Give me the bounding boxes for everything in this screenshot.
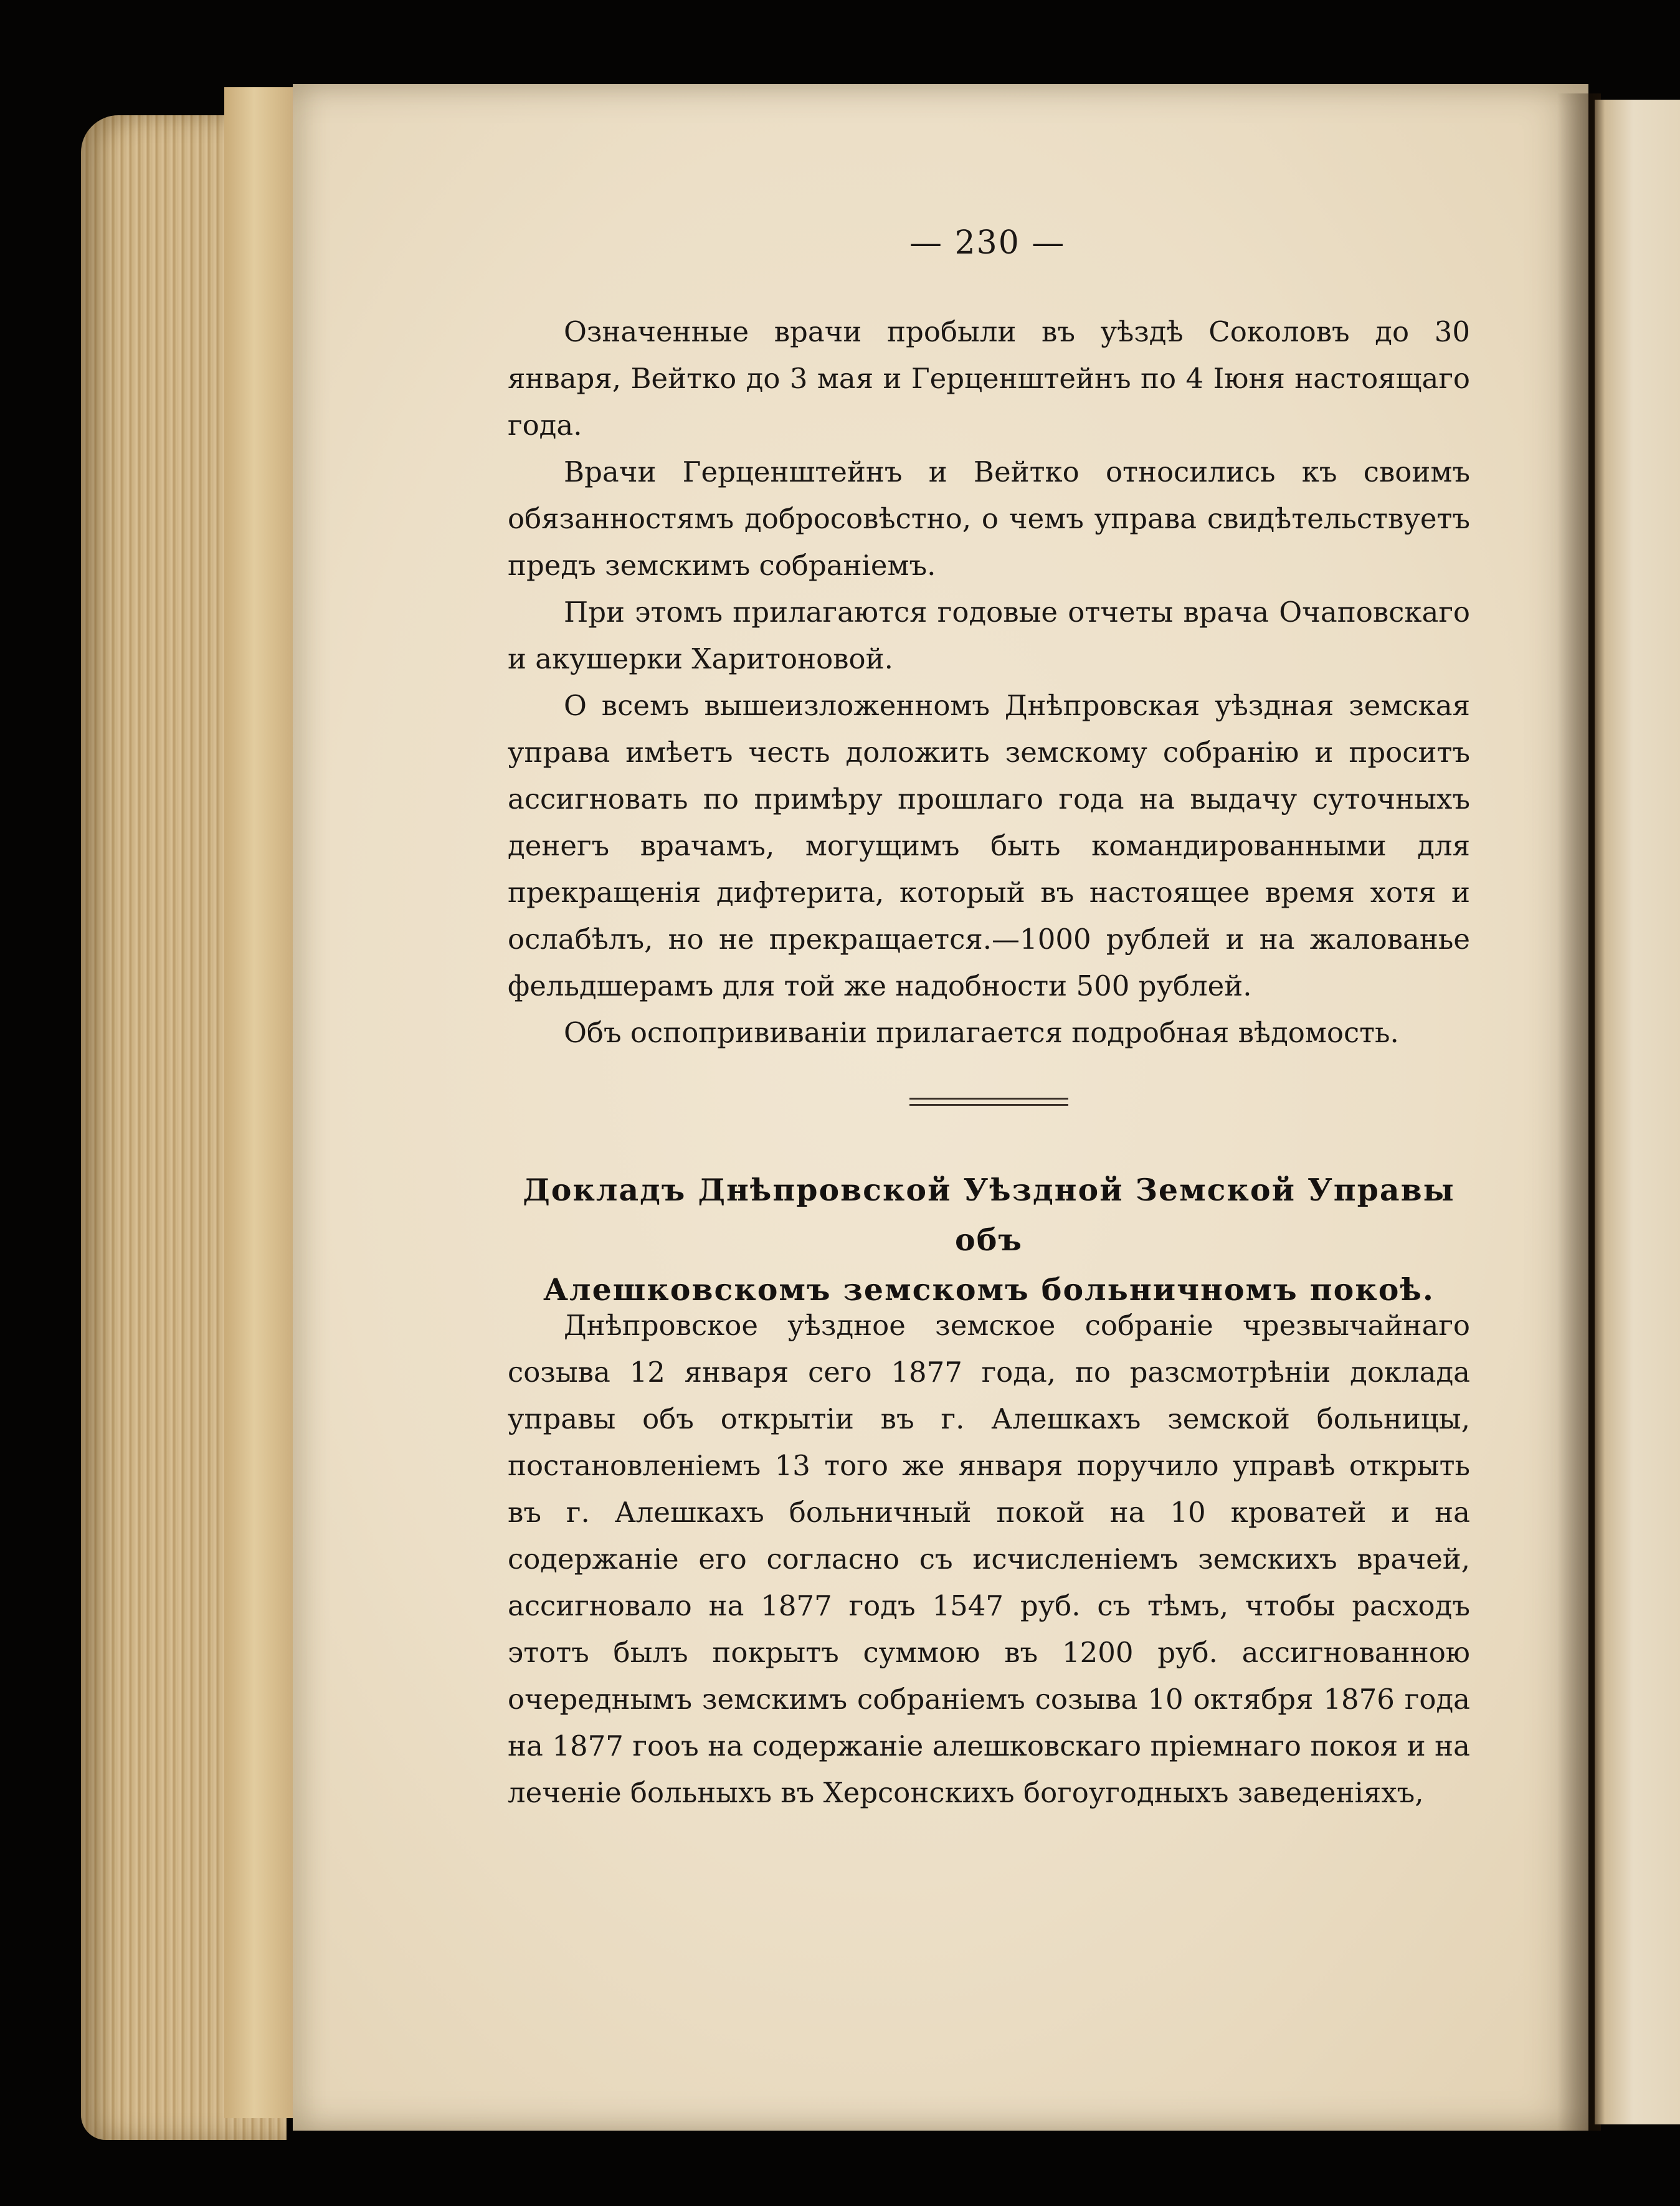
paragraph-text: О всемъ вышеизложенномъ Днѣпровская уѣздная земская управа имѣетъ честь доложить земскому собранію и проситъ ассигновать по примѣру прошлаго года на выдачу суточныхъ денегъ врачамъ, могущимъ быть командированными для прекращенія дифтерита, который въ настоящее время хотя и ослабѣлъ, но не прекращается.—1000 рублей и на жалованье фельдшерамъ для той же надобности 500 рублей. xyxy=(508,689,1470,1002)
section-divider-bottom xyxy=(909,1104,1068,1106)
page-edges-inner xyxy=(224,87,299,2118)
paragraph-text: Объ оспопрививаніи прилагается подробная вѣдомость. xyxy=(564,1016,1399,1049)
facing-page-edge xyxy=(1595,100,1680,2124)
paragraph-text: Врачи Герценштейнъ и Вейтко относились къ своимъ обязанностямъ добросовѣстно, о чемъ управа свидѣтельствуетъ предъ земскимъ собраніемъ. xyxy=(508,455,1470,582)
paragraph-text: Днѣпровское уѣздное земское собраніе чрезвычайнаго созыва 12 января сего 1877 года, по разсмотрѣніи доклада управы объ открытіи въ г. Алешкахъ земской больницы, постановленіемъ 13 того же января поручило управѣ открыть въ г. Алешкахъ больничный покой на 10 кроватей и на содержаніе его согласно съ исчисленіемъ земскихъ врачей, ассигновало на 1877 годъ 1547 руб. съ тѣмъ, чтобы расходъ этотъ былъ покрытъ суммою въ 1200 руб. ассигнованною очереднымъ земскимъ собраніемъ созыва 10 октября 1876 года на 1877 гооъ на содержаніе алешковскаго пріемнаго покоя и на леченіе больныхъ въ Херсонскихъ богоугодныхъ заведеніяхъ, xyxy=(508,1309,1470,1809)
paragraph-1 xyxy=(508,308,1470,449)
paragraph-text: Означенные врачи пробыли въ уѣздѣ Соколовъ до 30 января, Вейтко до 3 мая и Герценштейнъ по 4 Іюня настоящаго года. xyxy=(508,315,1470,442)
report-heading xyxy=(508,1165,1470,1315)
paragraph-3 xyxy=(508,589,1470,682)
heading-line-1: Докладъ Днѣпровской Уѣздной Земской Управы объ xyxy=(523,1172,1455,1258)
heading-line-2: Алешковскомъ земскомъ больничномъ покоѣ. xyxy=(543,1272,1435,1308)
paragraph-text: При этомъ прилагаются годовые отчеты врача Очаповскаго и акушерки Харитоновой. xyxy=(508,596,1470,675)
paragraph-5 xyxy=(508,1009,1470,1056)
report-paragraph xyxy=(508,1302,1470,1816)
page-number: — 230 — xyxy=(909,224,1066,262)
section-divider-top xyxy=(909,1098,1068,1100)
paragraph-2 xyxy=(508,449,1470,589)
paragraph-4 xyxy=(508,682,1470,1009)
